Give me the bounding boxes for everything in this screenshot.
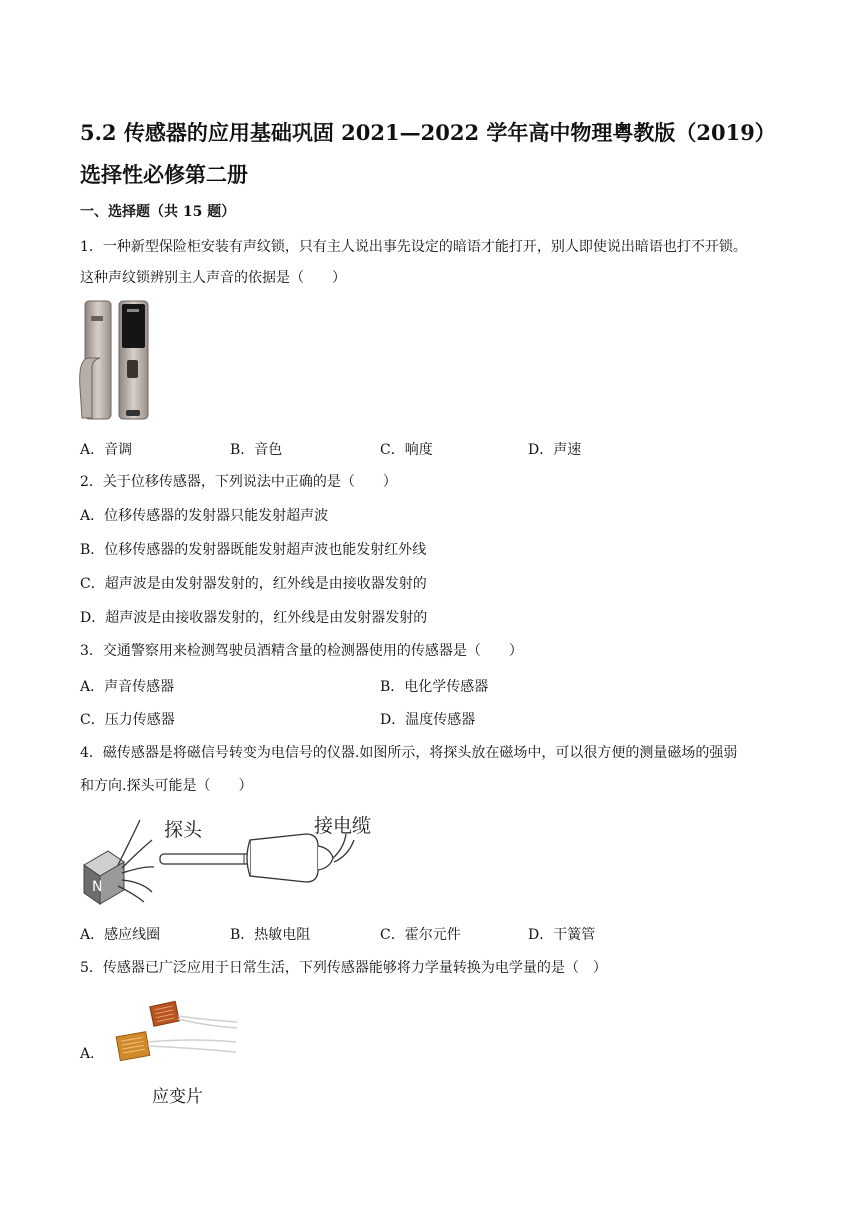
q3-option-b: B．电化学传感器 [380,679,489,695]
q2-option-b: B．位移传感器的发射器既能发射超声波也能发射红外线 [80,542,427,558]
q1-stem-line-2: 这种声纹锁辨别主人声音的依据是（ ） [80,270,346,286]
q5-option-a: A． [80,1046,105,1062]
cable-label: 接电缆 [314,815,372,837]
q5-strain-gauge-image [112,996,242,1076]
q2-option-c: C．超声波是由发射器发射的，红外线是由接收器发射的 [80,576,427,592]
q1-stem-line-1: 1．一种新型保险柜安装有声纹锁，只有主人说出事先设定的暗语才能打开，别人即使说出暗语也打不开锁。 [80,239,747,255]
q2-stem: 2．关于位移传感器，下列说法中正确的是（ ） [80,474,397,490]
q1-option-d: D．声速 [528,442,582,458]
q4-option-c: C．霍尔元件 [380,927,461,943]
q1-option-a: A．音调 [80,442,133,458]
section-heading: 一、选择题（共 15 题） [80,204,236,220]
q3-stem: 3．交通警察用来检测驾驶员酒精含量的检测器使用的传感器是（ ） [80,643,523,659]
magnet-block [84,851,124,904]
probe-label: 探头 [164,819,203,841]
document-title-line-2: 选择性必修第二册 [80,162,248,187]
q1-door-lock-image [78,298,152,424]
q3-option-a: A．声音传感器 [80,679,175,695]
q2-option-d: D．超声波是由接收器发射的，红外线是由发射器发射的 [80,610,428,626]
q3-option-c: C．压力传感器 [80,712,175,728]
magnet-label: N [92,879,103,895]
q3-option-d: D．温度传感器 [380,712,476,728]
q4-option-d: D．干簧管 [528,927,596,943]
q4-option-b: B．热敏电阻 [230,927,311,943]
q1-option-b: B．音色 [230,442,283,458]
q4-option-a: A．感应线圈 [80,927,161,943]
q4-stem-line-1: 4．磁传感器是将磁信号转变为电信号的仪器.如图所示，将探头放在磁场中，可以很方便的测量磁场的强弱 [80,745,738,761]
q1-option-c: C．响度 [380,442,433,458]
document-title-line-1: 5.2 传感器的应用基础巩固 2021—2022 学年高中物理粤教版（2019） [80,120,776,145]
q4-stem-line-2: 和方向.探头可能是（ ） [80,778,253,794]
q5-stem: 5．传感器已广泛应用于日常生活，下列传感器能够将力学量转换为电学量的是（ ） [80,960,607,976]
q5-strain-gauge-caption: 应变片 [152,1087,203,1107]
q2-option-a: A．位移传感器的发射器只能发射超声波 [80,508,329,524]
q4-magnetic-probe-figure [78,810,378,905]
